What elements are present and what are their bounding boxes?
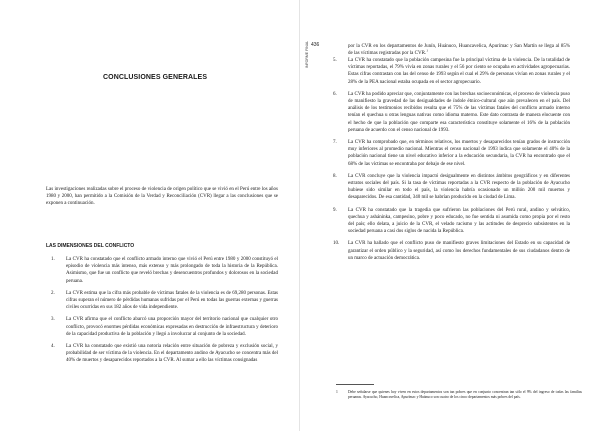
conclusions-list-left: [46, 256, 278, 370]
conclusion-item: [46, 256, 278, 285]
continuation-text: por la CVR en los departamentos de Junín, Huánuco, Huancavelica, Apurímac y San Martín se llega al 85% de las víctimas registradas por la CVR.: [348, 44, 570, 57]
chapter-title: CONCLUSIONES GENERALES: [103, 74, 208, 81]
item-text: La CVR ha podido apreciar que, conjuntamente con las brechas socioeconómicas, el proceso de violencia puso de manifiesto la gravedad de las desigualdades de índole étnico-cultural que aún prevalecen en el país. Del análisis de los testimonios recibidos resulta que el 75% de las víctimas fatales del conflicto armado interno tenían el quechua u otras lenguas nativas como idioma materno. Este dato contrasta de manera elocuente con el hecho de que la población que comparte esa característica constituye solamente el 16% de la población peruana de acuerdo con el censo nacional de 1993.: [348, 91, 571, 133]
footnote-reference: 1: [426, 48, 428, 53]
conclusion-item: [328, 91, 570, 134]
item-text: La CVR ha constatado que la población campesina fue la principal víctima de la violencia. De la totalidad de víctimas reportadas, el 79% vivía en zonas rurales y el 56 por ciento se ocupaba en actividades agropecuarias. Estas cifras contrastan con las del censo de 1993 según el cual el 29% de personas vivían en zonas rurales y el 28% de la PEA nacional estaba ocupada en el sector agropecuario.: [348, 58, 570, 85]
item-number: 7.: [333, 140, 337, 146]
item-number: 1.: [51, 257, 55, 262]
item-text: La CVR afirma que el conflicto abarcó una proporción mayor del territorio nacional que cualquier otro conflicto, provocó enormes pérdidas económicas expresadas en destrucción de infraestructura y deterioro de la capacidad productiva de la población y llegó a involucrar al conjunto de la sociedad.: [66, 317, 278, 337]
footnote-rule: [336, 384, 374, 385]
item-number: 8.: [333, 173, 337, 179]
section-heading: LAS DIMENSIONES DEL CONFLICTO: [46, 243, 135, 249]
item-text: La CVR ha comprobado que, en términos relativos, los muertos y desaparecidos tenían grados de instrucción muy inferiores al promedio nacional. Mientras el censo nacional de 1993 indica que solamente el 40% de la población nacional tiene un nivel educativo inferior a la educación secundaria, la CVR ha encontrado que el 68% de las víctimas se encontraba por debajo de ese nivel.: [348, 140, 570, 167]
item-text: La CVR ha constatado que la tragedia que sufrieron las poblaciones del Perú rural, andino y selvático, quechua y asháninka, campesino, pobre y poco educado, no fue sentida ni asumida como propia por el resto del país; ello delata, a juicio de la CVR, el velado racismo y las actitudes de desprecio subsistentes en la sociedad peruana a casi dos siglos de nacida la República.: [348, 207, 570, 235]
conclusion-item: [328, 173, 570, 202]
item-text: La CVR ha hallado que el conflicto puso de manifiesto graves limitaciones del Estado en su capacidad de garantizar el orden público y la seguridad, así como los derechos fundamentales de sus ciudadanos dentro de un marco de actuación democrática.: [348, 241, 570, 261]
conclusion-item: [328, 240, 570, 262]
item-number: 3.: [51, 317, 55, 323]
page-number: 436: [311, 42, 320, 48]
conclusion-item: [46, 290, 278, 312]
item-number: 6.: [333, 91, 337, 97]
continuation-paragraph: [348, 43, 570, 57]
footnote-text: Debe señalarse que quienes hoy viven en estos departamentos son tan pobres que en conjunto concentran tan sólo el 9% del ingreso de todas las familias peruanas. Ayacucho, Huancavelica, Apurímac y Huánuco son cuatro de los cinco departamentos más pobres del país.: [348, 390, 582, 399]
conclusion-item: [328, 57, 570, 86]
conclusion-item: [328, 207, 570, 236]
intro-paragraph: Las investigaciones realizadas sobre el proceso de violencia de origen político que se vivió en el Perú entre los años 1980 y 2000, han permitido a la Comisión de la Verdad y Reconciliación (CVR) llegar a las conclusiones que se exponen a continuación.: [46, 187, 278, 207]
item-number: 2.: [51, 290, 55, 296]
item-text: La CVR concluye que la violencia impactó desigualmente en distintos ámbitos geográficos y en diferentes estratos sociales del país. Si la tasa de víctimas reportadas a la CVR respecto de la población de Ayacucho hubiese sido similar en todo el país, la violencia habría ocasionado un millón 200 mil muertos y desaparecidos. De esa cantidad, 340 mil se habrían producido en la ciudad de Lima.: [348, 173, 570, 201]
footnote: [336, 390, 582, 400]
item-text: La CVR ha constatado que el conflicto armado interno que vivió el Perú entre 1980 y 2000 constituyó el episodio de violencia más intenso, más extenso y más prolongado de toda la historia de la República. Asimismo, que fue un conflicto que reveló brechas y desencuentros profundos y dolorosos en la sociedad peruana.: [66, 257, 278, 284]
conclusions-list-right: [328, 57, 570, 267]
item-number: 4.: [51, 344, 55, 350]
item-number: 10.: [333, 241, 340, 247]
running-head: INFORME FINAL: [305, 40, 309, 68]
footnote-mark: 1: [336, 390, 338, 394]
item-number: 9.: [333, 207, 337, 213]
conclusion-item: [328, 139, 570, 168]
conclusion-item: [46, 343, 278, 365]
conclusion-item: [46, 316, 278, 338]
item-text: La CVR ha constatado que existió una notoria relación entre situación de pobreza y exclusión social, y probabilidad de ser víctima de la violencia. En el departamento andino de Ayacucho se concentra más del 40% de muertos y desaparecidos reportados a la CVR. Al sumar a ello las víctimas consignadas: [66, 344, 278, 364]
item-number: 5.: [333, 58, 337, 63]
item-text: La CVR estima que la cifra más probable de víctimas fatales de la violencia es de 69,280 personas. Estas cifras superan el número de pérdidas humanas sufridas por el Perú en todas las guerras externas y guerras civiles ocurridas en sus 182 años de vida independiente.: [66, 290, 278, 311]
